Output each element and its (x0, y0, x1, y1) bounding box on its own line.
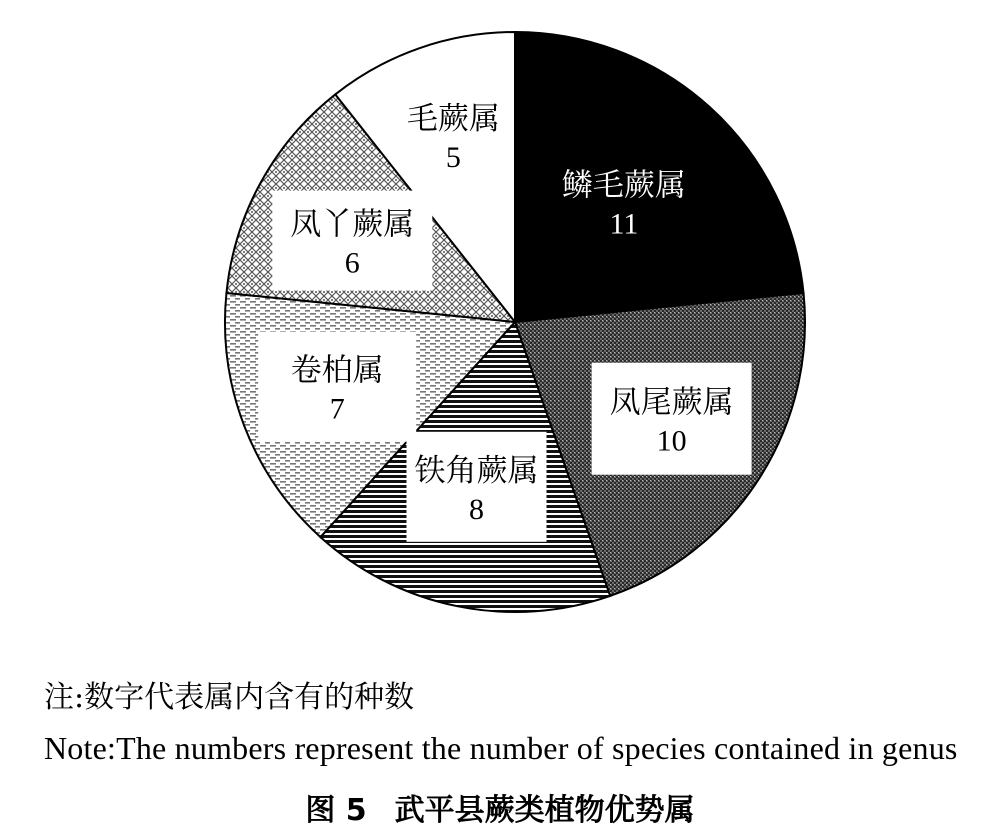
note-english: Note:The numbers represent the number of species contained in genus (44, 730, 958, 766)
slice-name-label: 凤尾蕨属 (609, 384, 734, 421)
slice-label (272, 191, 432, 291)
slice-name-label: 卷柏属 (290, 352, 384, 389)
slice-label (407, 432, 547, 542)
figure-number: 图 5 (305, 793, 367, 828)
note-chinese: 注:数字代表属内含有的种数 (44, 680, 415, 715)
slice-name-label: 鳞毛蕨属 (561, 167, 686, 204)
slice-value-label: 11 (609, 207, 639, 241)
slice-label (592, 363, 752, 475)
slice-value-label: 10 (656, 424, 687, 458)
slice-name-label: 凤丫蕨属 (290, 206, 415, 243)
slice-value-label: 5 (445, 141, 461, 175)
slice-label (258, 332, 416, 442)
figure-caption (0, 785, 1000, 829)
slice-name-label: 毛蕨属 (406, 101, 500, 138)
slice-name-label: 铁角蕨属 (414, 452, 539, 489)
slice-value-label: 6 (344, 246, 360, 280)
figure-title: 武平县蕨类植物优势属 (394, 793, 695, 828)
slice-value-label: 8 (469, 492, 484, 526)
slice-value-label: 7 (329, 392, 345, 426)
